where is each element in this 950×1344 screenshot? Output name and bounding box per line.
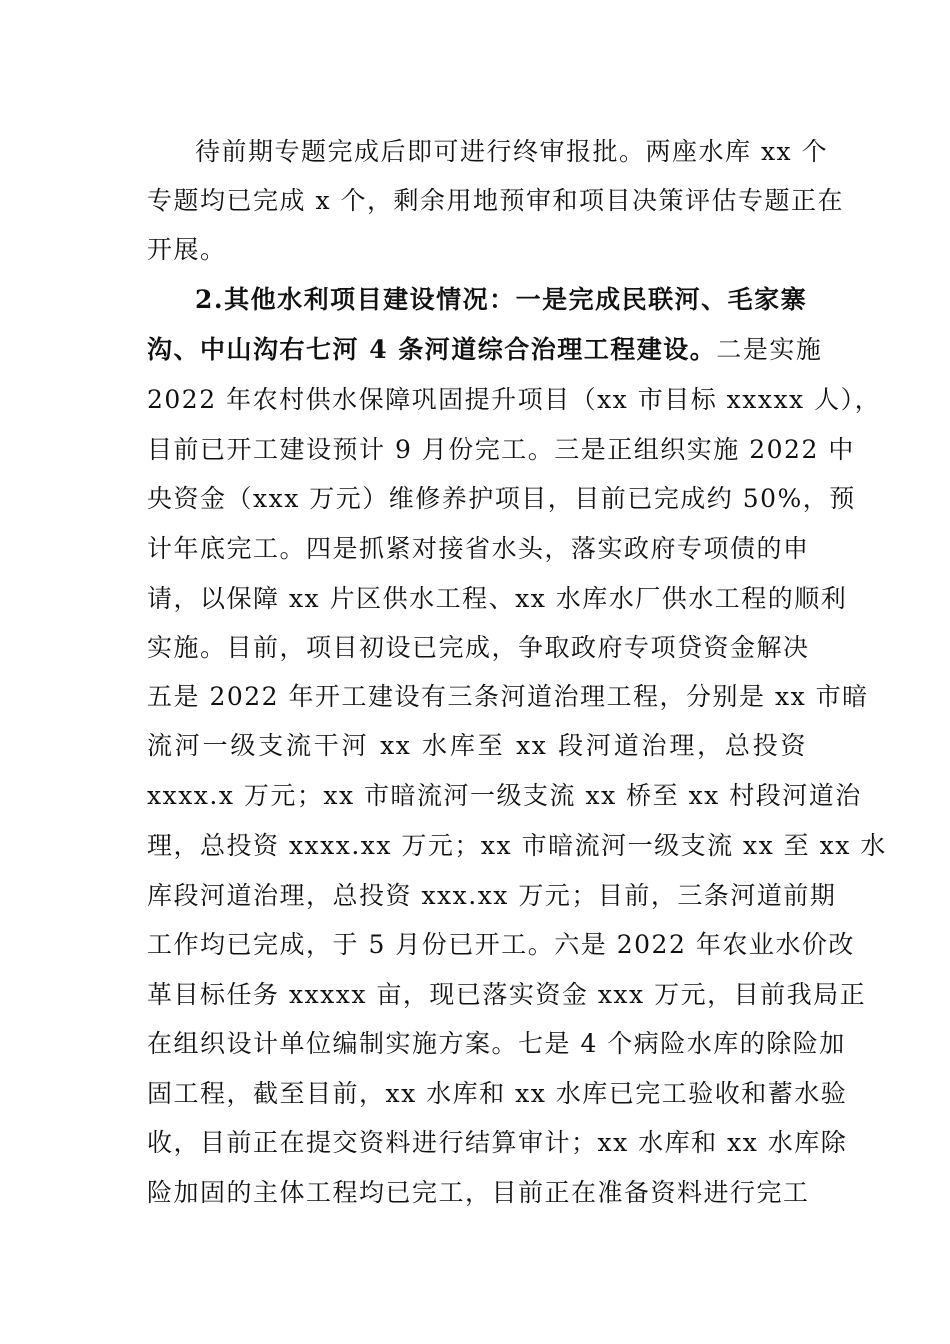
text-line: 库段河道治理，总投资 xxx.xx 万元；目前，三条河道前期 <box>147 881 837 910</box>
text-line: 收，目前正在提交资料进行结算审计；xx 水库和 xx 水库除 <box>147 1128 848 1157</box>
text-line: 开展。 <box>147 235 227 264</box>
text-line: 五是 2022 年开工建设有三条河道治理工程，分别是 xx 市暗 <box>147 682 869 711</box>
text-line: 理，总投资 xxxx.xx 万元；xx 市暗流河一级支流 xx 至 xx 水 <box>147 831 887 860</box>
text-line: 在组织设计单位编制实施方案。七是 4 个病险水库的除险加 <box>147 1029 846 1058</box>
text-line: 固工程，截至目前，xx 水库和 xx 水库已完工验收和蓄水验 <box>147 1079 848 1108</box>
section-heading-line: 2.其他水利项目建设情况：一是完成民联河、毛家寨 <box>195 285 808 314</box>
section-heading-continuation: 沟、中山沟右七河 4 条河道综合治理工程建设。 <box>147 335 717 364</box>
text-line: 实施。目前，项目初设已完成，争取政府专项贷资金解决 <box>147 633 810 662</box>
text-line: 专题均已完成 x 个，剩余用地预审和项目决策评估专题正在 <box>147 186 844 215</box>
text-line: 目前已开工建设预计 9 月份完工。三是正组织实施 2022 中 <box>147 435 855 464</box>
text-line: 计年底完工。四是抓紧对接省水头，落实政府专项债的申 <box>147 534 810 563</box>
text-line-continuation: 二是实施 <box>716 335 823 364</box>
text-line: 流河一级支流干河 xx 水库至 xx 段河道治理，总投资 <box>147 731 807 760</box>
text-line: xxxx.x 万元；xx 市暗流河一级支流 xx 桥至 xx 村段河道治 <box>147 781 862 810</box>
text-line: 工作均已完成，于 5 月份已开工。六是 2022 年农业水价改 <box>147 930 855 959</box>
text-line: 央资金（xxx 万元）维修养护项目，目前已完成约 50%，预 <box>147 484 856 513</box>
text-line: 革目标任务 xxxxx 亩，现已落实资金 xxx 万元，目前我局正 <box>147 980 867 1009</box>
text-line: 请，以保障 xx 片区供水工程、xx 水库水厂供水工程的顺利 <box>147 584 848 613</box>
text-line: 险加固的主体工程均已完工，目前正在准备资料进行完工 <box>147 1178 810 1207</box>
text-line: 待前期专题完成后即可进行终审报批。两座水库 xx 个 <box>195 137 829 166</box>
mixed-text-line <box>147 330 823 370</box>
text-line: 2022 年农村供水保障巩固提升项目（xx 市目标 xxxxx 人）， <box>147 385 882 414</box>
